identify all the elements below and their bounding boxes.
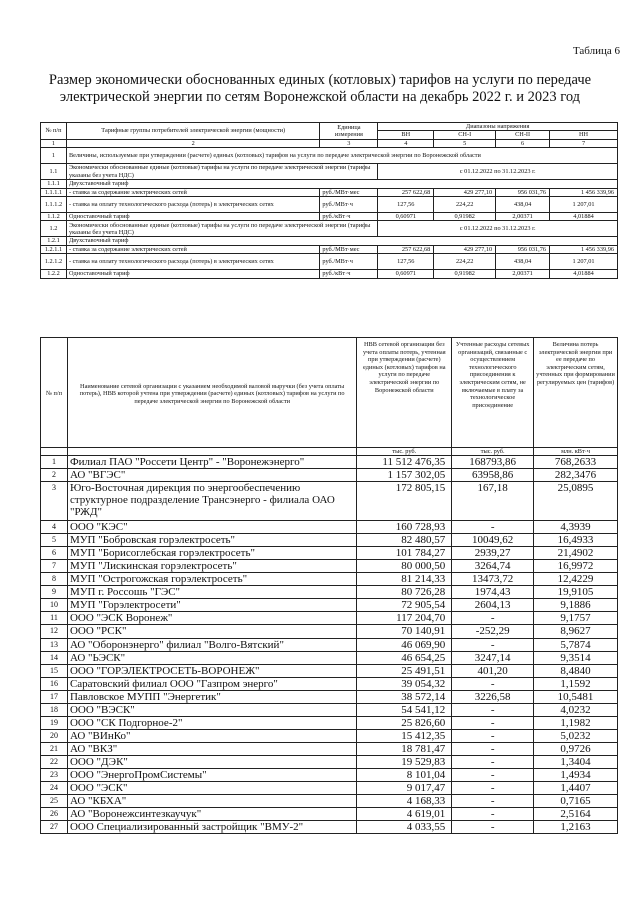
value-sn1: 0,91982 bbox=[434, 212, 496, 220]
organization-name: МУП "Бобровская горэлектросеть" bbox=[67, 534, 356, 547]
losses-value: 25,0895 bbox=[534, 482, 618, 521]
losses-value: 12,4229 bbox=[534, 573, 618, 586]
row-text: Двухставочный тариф bbox=[66, 237, 617, 245]
organization-name: МУП "Горэлектросети" bbox=[67, 599, 356, 612]
unit-nvv: тыс. руб. bbox=[357, 448, 452, 456]
nvv-value: 160 728,93 bbox=[357, 521, 452, 534]
nvv-value: 4 168,33 bbox=[357, 795, 452, 808]
costs-value: - bbox=[452, 782, 534, 795]
table-row bbox=[41, 586, 618, 599]
row-number: 11 bbox=[41, 612, 68, 625]
losses-value: 21,4902 bbox=[534, 547, 618, 560]
costs-value: - bbox=[452, 521, 534, 534]
costs-value: - bbox=[452, 729, 534, 742]
value-sn2: 438,04 bbox=[496, 254, 550, 270]
nvv-value: 15 412,35 bbox=[357, 729, 452, 742]
row-num: 1 bbox=[41, 148, 67, 164]
table-row bbox=[41, 612, 618, 625]
losses-value: 10,5481 bbox=[534, 690, 618, 703]
row-num: 1.2.2 bbox=[41, 270, 67, 278]
organization-name: АО "Оборонэнерго" филиал "Волго-Вятский" bbox=[67, 638, 356, 651]
document-title: Размер экономически обоснованных единых (котловых) тарифов на услуги по передаче электрической энергии по сетям Воронежской области на декабрь 2022 г. и 2023 год bbox=[48, 72, 592, 105]
row-num: 1.1.1.2 bbox=[41, 196, 67, 212]
table-row bbox=[41, 638, 618, 651]
row-number: 22 bbox=[41, 755, 68, 768]
costs-value: - bbox=[452, 755, 534, 768]
table-row bbox=[41, 196, 618, 212]
costs-value: - bbox=[452, 677, 534, 690]
organization-name: МУП "Борисоглебская горэлектросеть" bbox=[67, 547, 356, 560]
organization-name: АО "Воронежсинтезкаучук" bbox=[67, 808, 356, 821]
organization-name: МУП "Лискинская горэлектросеть" bbox=[67, 560, 356, 573]
nvv-value: 82 480,57 bbox=[357, 534, 452, 547]
value-sn2: 956 031,76 bbox=[496, 245, 550, 253]
value-sn2: 2,00371 bbox=[496, 270, 550, 278]
organization-name: ООО "ВЭСК" bbox=[67, 703, 356, 716]
table-row bbox=[41, 808, 618, 821]
nvv-value: 19 529,83 bbox=[357, 755, 452, 768]
row-unit: руб./кВт·ч bbox=[320, 270, 378, 278]
table-row bbox=[41, 212, 618, 220]
table-row bbox=[41, 821, 618, 834]
table-row bbox=[41, 221, 618, 237]
row-number: 23 bbox=[41, 768, 68, 781]
costs-value: - bbox=[452, 808, 534, 821]
row-unit: руб./МВт·ч bbox=[320, 196, 378, 212]
period-text: с 01.12.2022 по 31.12.2023 г. bbox=[378, 164, 618, 180]
table-row bbox=[41, 716, 618, 729]
row-text: Одноставочный тариф bbox=[66, 212, 319, 220]
organization-name: АО "ВГЭС" bbox=[67, 469, 356, 482]
row-number: 14 bbox=[41, 651, 68, 664]
losses-value: 16,9972 bbox=[534, 560, 618, 573]
losses-value: 5,0232 bbox=[534, 729, 618, 742]
nvv-value: 25 491,51 bbox=[357, 664, 452, 677]
row-number: 16 bbox=[41, 677, 68, 690]
table-row bbox=[41, 534, 618, 547]
table-row bbox=[41, 148, 618, 164]
table-row bbox=[41, 254, 618, 270]
organization-name: Павловское МУПП "Энергетик" bbox=[67, 690, 356, 703]
losses-value: 768,2633 bbox=[534, 456, 618, 469]
table-row bbox=[41, 625, 618, 638]
losses-value: 1,4934 bbox=[534, 768, 618, 781]
costs-value: - bbox=[452, 703, 534, 716]
table-row bbox=[41, 560, 618, 573]
nvv-value: 9 017,47 bbox=[357, 782, 452, 795]
row-number: 27 bbox=[41, 821, 68, 834]
row-number: 4 bbox=[41, 521, 68, 534]
value-nn: 1 207,01 bbox=[550, 254, 618, 270]
header-name: Наименование сетевой организации с указанием необходимой валовой выручки (без учета оплаты потерь), НВВ которой учтена при утверждении (расчете) единых (котловых) тарифов на услуги по передаче электрической энергии по Воронежской области bbox=[67, 338, 356, 448]
nvv-value: 70 140,91 bbox=[357, 625, 452, 638]
value-sn1: 224,22 bbox=[434, 254, 496, 270]
losses-value: 282,3476 bbox=[534, 469, 618, 482]
organization-name: ООО "РСК" bbox=[67, 625, 356, 638]
value-vn: 0,60971 bbox=[378, 212, 434, 220]
period-text: с 01.12.2022 по 31.12.2023 г. bbox=[378, 221, 618, 237]
nvv-value: 39 054,32 bbox=[357, 677, 452, 690]
organization-name: Саратовский филиал ООО "Газпром энерго" bbox=[67, 677, 356, 690]
table-row bbox=[41, 795, 618, 808]
table-row bbox=[41, 677, 618, 690]
organization-name: Юго-Восточная дирекция по энергообеспечению структурное подразделение Трансэнерго - филиала ОАО "РЖД" bbox=[67, 482, 356, 521]
col-num: 3 bbox=[320, 139, 378, 147]
row-text: Экономически обоснованные единые (котловые) тарифы на услуги по передаче электрической энергии (тарифы указаны без учета НДС) bbox=[66, 221, 377, 237]
row-num: 1.1 bbox=[41, 164, 67, 180]
losses-value: 9,1757 bbox=[534, 612, 618, 625]
row-number: 5 bbox=[41, 534, 68, 547]
costs-value: 1974,43 bbox=[452, 586, 534, 599]
row-num: 1.2.1 bbox=[41, 237, 67, 245]
table-row bbox=[41, 547, 618, 560]
row-num: 1.2.1.1 bbox=[41, 245, 67, 253]
nvv-value: 46 069,90 bbox=[357, 638, 452, 651]
table-row bbox=[41, 651, 618, 664]
row-number: 9 bbox=[41, 586, 68, 599]
value-sn2: 956 031,76 bbox=[496, 188, 550, 196]
row-num: 1.1.1.1 bbox=[41, 188, 67, 196]
costs-value: 167,18 bbox=[452, 482, 534, 521]
organization-name: МУП г. Россошь "ГЭС" bbox=[67, 586, 356, 599]
unit-costs: тыс. руб. bbox=[452, 448, 534, 456]
header-nn: НН bbox=[550, 131, 618, 139]
organization-name: ООО Специализированный застройщик "ВМУ-2" bbox=[67, 821, 356, 834]
costs-value: - bbox=[452, 612, 534, 625]
losses-value: 4,3939 bbox=[534, 521, 618, 534]
organization-name: ООО "КЭС" bbox=[67, 521, 356, 534]
costs-value: 168793,86 bbox=[452, 456, 534, 469]
table-row bbox=[41, 237, 618, 245]
table-row bbox=[41, 599, 618, 612]
row-number: 26 bbox=[41, 808, 68, 821]
value-nn: 4,01884 bbox=[550, 270, 618, 278]
costs-value: 401,20 bbox=[452, 664, 534, 677]
value-vn: 257 622,68 bbox=[378, 245, 434, 253]
header-sn1: СН-I bbox=[434, 131, 496, 139]
table-body bbox=[41, 456, 618, 834]
nvv-value: 101 784,27 bbox=[357, 547, 452, 560]
nvv-value: 117 204,70 bbox=[357, 612, 452, 625]
table-row bbox=[41, 270, 618, 278]
table-row bbox=[41, 521, 618, 534]
row-text: Двухставочный тариф bbox=[66, 180, 617, 188]
losses-value: 16,4933 bbox=[534, 534, 618, 547]
table-row bbox=[41, 573, 618, 586]
organization-name: ООО "ЭнергоПромСистемы" bbox=[67, 768, 356, 781]
table-row bbox=[41, 768, 618, 781]
row-unit: руб./МВт·мес bbox=[320, 188, 378, 196]
row-number: 15 bbox=[41, 664, 68, 677]
row-number: 24 bbox=[41, 782, 68, 795]
row-number: 19 bbox=[41, 716, 68, 729]
organization-name: АО "ВИнКо" bbox=[67, 729, 356, 742]
table-row bbox=[41, 729, 618, 742]
losses-value: 4,0232 bbox=[534, 703, 618, 716]
losses-value: 2,5164 bbox=[534, 808, 618, 821]
losses-value: 1,4407 bbox=[534, 782, 618, 795]
value-vn: 127,56 bbox=[378, 254, 434, 270]
value-nn: 1 456 339,96 bbox=[550, 245, 618, 253]
costs-value: 13473,72 bbox=[452, 573, 534, 586]
header-sn2: СН-II bbox=[496, 131, 550, 139]
nvv-value: 80 000,50 bbox=[357, 560, 452, 573]
costs-value: - bbox=[452, 795, 534, 808]
nvv-value: 4 619,01 bbox=[357, 808, 452, 821]
value-sn1: 224,22 bbox=[434, 196, 496, 212]
header-vn: ВН bbox=[378, 131, 434, 139]
unit-empty bbox=[67, 448, 356, 456]
nvv-value: 172 805,15 bbox=[357, 482, 452, 521]
costs-value: 63958,86 bbox=[452, 469, 534, 482]
losses-value: 9,3514 bbox=[534, 651, 618, 664]
costs-value: - bbox=[452, 768, 534, 781]
row-number: 10 bbox=[41, 599, 68, 612]
table-row bbox=[41, 782, 618, 795]
nvv-value: 80 726,28 bbox=[357, 586, 452, 599]
losses-value: 0,7165 bbox=[534, 795, 618, 808]
row-text: - ставка за содержание электрических сетей bbox=[66, 245, 319, 253]
organization-name: ООО "ГОРЭЛЕКТРОСЕТЬ-ВОРОНЕЖ" bbox=[67, 664, 356, 677]
organization-name: ООО "ЭСК" bbox=[67, 782, 356, 795]
losses-value: 1,1592 bbox=[534, 677, 618, 690]
header-groups: Тарифные группы потребителей электрической энергии (мощности) bbox=[66, 123, 319, 140]
value-sn1: 429 277,10 bbox=[434, 245, 496, 253]
costs-value: - bbox=[452, 742, 534, 755]
row-number: 7 bbox=[41, 560, 68, 573]
row-number: 18 bbox=[41, 703, 68, 716]
table-row bbox=[41, 755, 618, 768]
table-row bbox=[41, 703, 618, 716]
header-losses: Величина потерь электрической энергии при ее передаче по электрическим сетям, учтенных при формировании регулируемых цен (тарифов) bbox=[534, 338, 618, 448]
losses-value: 5,7874 bbox=[534, 638, 618, 651]
value-nn: 4,01884 bbox=[550, 212, 618, 220]
table-row bbox=[41, 690, 618, 703]
row-number: 6 bbox=[41, 547, 68, 560]
organization-name: ООО "ДЭК" bbox=[67, 755, 356, 768]
row-text: Величины, используемые при утверждении (расчете) единых (котловых) тарифов на услуги по передаче электрической энергии по Воронежской области bbox=[66, 148, 617, 164]
row-text: - ставка за содержание электрических сетей bbox=[66, 188, 319, 196]
value-sn2: 2,00371 bbox=[496, 212, 550, 220]
value-vn: 0,60971 bbox=[378, 270, 434, 278]
losses-value: 8,9627 bbox=[534, 625, 618, 638]
unit-losses: млн. кВт·ч bbox=[534, 448, 618, 456]
value-sn2: 438,04 bbox=[496, 196, 550, 212]
table-row bbox=[41, 456, 618, 469]
nvv-value: 25 826,60 bbox=[357, 716, 452, 729]
organization-name: Филиал ПАО "Россети Центр" - "Воронежэнерго" bbox=[67, 456, 356, 469]
row-num: 1.2.1.2 bbox=[41, 254, 67, 270]
losses-value: 8,4840 bbox=[534, 664, 618, 677]
row-text: - ставка на оплату технологического расхода (потерь) в электрических сетях bbox=[66, 196, 319, 212]
row-text: Одноставочный тариф bbox=[66, 270, 319, 278]
network-organizations-table bbox=[40, 337, 618, 834]
header-ranges: Диапазоны напряжения bbox=[378, 123, 618, 131]
organization-name: ООО "ЭСК Воронеж" bbox=[67, 612, 356, 625]
table-number-label: Таблица 6 bbox=[572, 45, 620, 57]
nvv-value: 8 101,04 bbox=[357, 768, 452, 781]
costs-value: - bbox=[452, 716, 534, 729]
row-num: 1.1.2 bbox=[41, 212, 67, 220]
row-num: 1.1.1 bbox=[41, 180, 67, 188]
header-num: № п/п bbox=[41, 338, 68, 448]
tariff-table bbox=[40, 122, 618, 279]
row-text: Экономически обоснованные единые (котловые) тарифы на услуги по передаче электрической энергии (тарифы указаны без учета НДС) bbox=[66, 164, 377, 180]
losses-value: 1,3404 bbox=[534, 755, 618, 768]
row-text: - ставка на оплату технологического расхода (потерь) в электрических сетях bbox=[66, 254, 319, 270]
organization-name: АО "ВКЗ" bbox=[67, 742, 356, 755]
row-number: 17 bbox=[41, 690, 68, 703]
nvv-value: 11 512 476,35 bbox=[357, 456, 452, 469]
col-num: 4 bbox=[378, 139, 434, 147]
col-num: 7 bbox=[550, 139, 618, 147]
row-unit: руб./МВт·мес bbox=[320, 245, 378, 253]
nvv-value: 38 572,14 bbox=[357, 690, 452, 703]
header-costs: Учтенные расходы сетевых организаций, связанные с осуществлением технологического присоединения к электрическим сетям, не включаемые в плату за технологическое присоединение bbox=[452, 338, 534, 448]
losses-value: 1,1982 bbox=[534, 716, 618, 729]
organization-name: АО "ЬЭСК" bbox=[67, 651, 356, 664]
nvv-value: 1 157 302,05 bbox=[357, 469, 452, 482]
nvv-value: 81 214,33 bbox=[357, 573, 452, 586]
row-number: 25 bbox=[41, 795, 68, 808]
organization-name: МУП "Острогожская горэлектросеть" bbox=[67, 573, 356, 586]
losses-value: 19,9105 bbox=[534, 586, 618, 599]
nvv-value: 18 781,47 bbox=[357, 742, 452, 755]
row-number: 20 bbox=[41, 729, 68, 742]
value-nn: 1 207,01 bbox=[550, 196, 618, 212]
row-number: 12 bbox=[41, 625, 68, 638]
row-number: 1 bbox=[41, 456, 68, 469]
header-nvv: НВВ сетевой организации без учета оплаты потерь, учтенная при утверждении (расчете) единых (котловых) тарифов на услуги по передаче электрической энергии по Воронежской области bbox=[357, 338, 452, 448]
value-nn: 1 456 339,96 bbox=[550, 188, 618, 196]
costs-value: 3226,58 bbox=[452, 690, 534, 703]
row-number: 21 bbox=[41, 742, 68, 755]
table-row bbox=[41, 482, 618, 521]
table-row bbox=[41, 164, 618, 180]
costs-value: - bbox=[452, 638, 534, 651]
costs-value: -252,29 bbox=[452, 625, 534, 638]
table-row bbox=[41, 245, 618, 253]
col-num: 1 bbox=[41, 139, 67, 147]
table-row bbox=[41, 664, 618, 677]
table-row bbox=[41, 469, 618, 482]
losses-value: 1,2163 bbox=[534, 821, 618, 834]
organization-name: АО "КБХА" bbox=[67, 795, 356, 808]
nvv-value: 4 033,55 bbox=[357, 821, 452, 834]
value-vn: 257 622,68 bbox=[378, 188, 434, 196]
costs-value: 2939,27 bbox=[452, 547, 534, 560]
table-row bbox=[41, 742, 618, 755]
row-number: 8 bbox=[41, 573, 68, 586]
column-numbers-row bbox=[41, 139, 618, 147]
table-row bbox=[41, 180, 618, 188]
table-row bbox=[41, 188, 618, 196]
nvv-value: 46 654,25 bbox=[357, 651, 452, 664]
costs-value: 10049,62 bbox=[452, 534, 534, 547]
value-vn: 127,56 bbox=[378, 196, 434, 212]
header-unit: Единица измерения bbox=[320, 123, 378, 140]
costs-value: - bbox=[452, 821, 534, 834]
value-sn1: 429 277,10 bbox=[434, 188, 496, 196]
row-number: 2 bbox=[41, 469, 68, 482]
row-unit: руб./МВт·ч bbox=[320, 254, 378, 270]
costs-value: 3247,14 bbox=[452, 651, 534, 664]
nvv-value: 54 541,12 bbox=[357, 703, 452, 716]
unit-empty bbox=[41, 448, 68, 456]
header-num: № п/п bbox=[41, 123, 67, 140]
col-num: 5 bbox=[434, 139, 496, 147]
value-sn1: 0,91982 bbox=[434, 270, 496, 278]
costs-value: 3264,74 bbox=[452, 560, 534, 573]
organization-name: ООО "СК Подгорное-2" bbox=[67, 716, 356, 729]
losses-value: 0,9726 bbox=[534, 742, 618, 755]
col-num: 2 bbox=[66, 139, 319, 147]
row-number: 13 bbox=[41, 638, 68, 651]
losses-value: 9,1886 bbox=[534, 599, 618, 612]
row-number: 3 bbox=[41, 482, 68, 521]
col-num: 6 bbox=[496, 139, 550, 147]
row-unit: руб./кВт·ч bbox=[320, 212, 378, 220]
costs-value: 2604,13 bbox=[452, 599, 534, 612]
row-num: 1.2 bbox=[41, 221, 67, 237]
nvv-value: 72 905,54 bbox=[357, 599, 452, 612]
